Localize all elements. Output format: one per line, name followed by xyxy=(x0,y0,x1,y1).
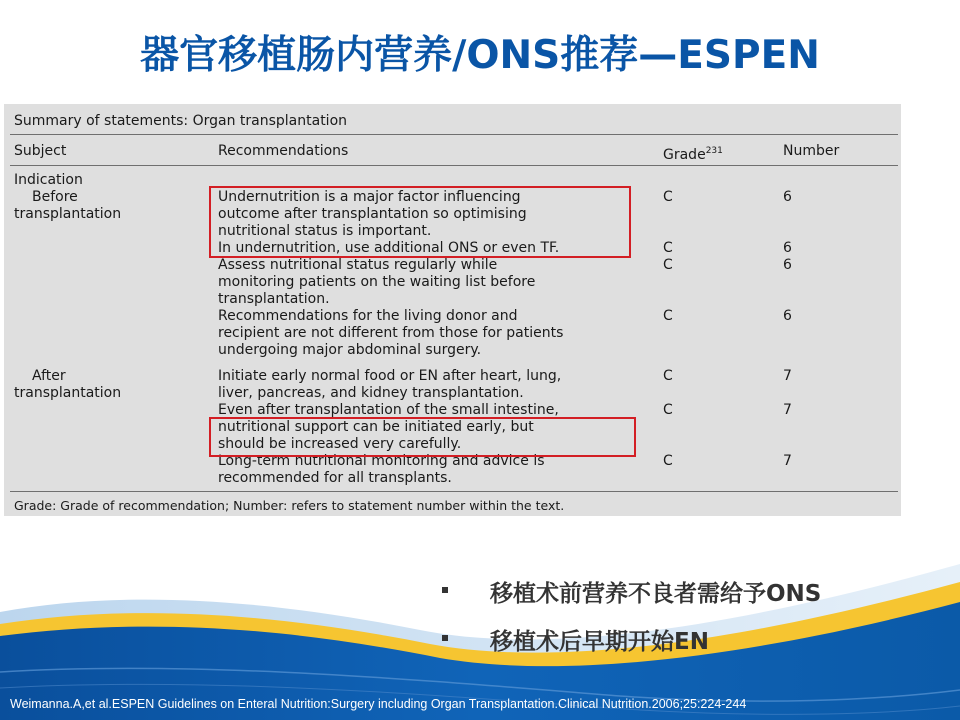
rec-before-1-line3: nutritional status is important. xyxy=(218,223,432,239)
number-after-2: 7 xyxy=(783,402,792,418)
slide-title: 器官移植肠内营养/ONS推荐—ESPEN xyxy=(140,33,820,78)
grade-before-3: C xyxy=(663,257,673,273)
subject-before-line2: transplantation xyxy=(14,206,122,222)
rec-after-3-line1: Long-term nutritional monitoring and advice is xyxy=(218,453,545,469)
rec-after-2-line1: Even after transplantation of the small intestine, xyxy=(218,402,559,418)
subject-after-line1: After xyxy=(32,368,66,384)
rec-before-4-line1: Recommendations for the living donor and xyxy=(218,308,518,324)
grade-before-2: C xyxy=(663,240,673,256)
rec-before-3-line1: Assess nutritional status regularly while xyxy=(218,257,498,273)
header-subject: Subject xyxy=(14,143,67,159)
recommendations-table xyxy=(4,104,901,516)
number-before-2: 6 xyxy=(783,240,792,256)
highlight-box-post-transplant xyxy=(209,417,636,457)
reference-citation: Weimanna.A,et al.ESPEN Guidelines on Enteral Nutrition:Surgery including Organ Transplantation.Clinical Nutrition.2006;25:224-244 xyxy=(10,697,747,711)
rec-before-1-line1: Undernutrition is a major factor influencing xyxy=(218,189,521,205)
grade-after-1: C xyxy=(663,368,673,384)
table-rule-header xyxy=(10,165,898,166)
subject-indication: Indication xyxy=(14,172,83,188)
list-item xyxy=(440,623,960,671)
number-after-3: 7 xyxy=(783,453,792,469)
header-number: Number xyxy=(783,143,840,159)
table-footnote: Grade: Grade of recommendation; Number: refers to statement number within the text. xyxy=(14,498,565,513)
rec-after-2-line3: should be increased very carefully. xyxy=(218,436,462,452)
rec-before-4-line2: recipient are not different from those for patients xyxy=(218,325,564,341)
grade-after-3: C xyxy=(663,453,673,469)
rec-after-1-line1: Initiate early normal food or EN after heart, lung, xyxy=(218,368,562,384)
number-before-3: 6 xyxy=(783,257,792,273)
key-points-list xyxy=(440,575,960,671)
rec-before-3-line2: monitoring patients on the waiting list before xyxy=(218,274,536,290)
number-before-4: 6 xyxy=(783,308,792,324)
list-item xyxy=(440,575,960,623)
number-after-1: 7 xyxy=(783,368,792,384)
rec-before-4-line3: undergoing major abdominal surgery. xyxy=(218,342,482,358)
highlight-box-pre-transplant xyxy=(209,186,631,258)
number-before-1: 6 xyxy=(783,189,792,205)
grade-before-1: C xyxy=(663,189,673,205)
grade-before-4: C xyxy=(663,308,673,324)
rec-before-1-line2: outcome after transplantation so optimising xyxy=(218,206,527,222)
bullet-text: 移植术后早期开始EN xyxy=(490,629,709,655)
grade-after-2: C xyxy=(663,402,673,418)
rec-after-1-line2: liver, pancreas, and kidney transplantation. xyxy=(218,385,524,401)
table-rule-top xyxy=(10,134,898,135)
table-rule-bottom xyxy=(10,491,898,492)
rec-after-2-line2: nutritional support can be initiated early, but xyxy=(218,419,534,435)
header-grade: Grade$^{231}$ xyxy=(663,146,723,163)
rec-before-3-line3: transplantation. xyxy=(218,291,330,307)
rec-after-3-line2: recommended for all transplants. xyxy=(218,470,452,486)
square-bullet-icon xyxy=(442,587,448,593)
subject-after-line2: transplantation xyxy=(14,385,122,401)
square-bullet-icon xyxy=(442,635,448,641)
table-caption: Summary of statements: Organ transplantation xyxy=(14,113,348,129)
header-recommendations: Recommendations xyxy=(218,143,349,159)
rec-before-2-line1: In undernutrition, use additional ONS or even TF. xyxy=(218,240,560,256)
bullet-text: 移植术前营养不良者需给予ONS xyxy=(490,581,822,607)
subject-before-line1: Before xyxy=(32,189,78,205)
